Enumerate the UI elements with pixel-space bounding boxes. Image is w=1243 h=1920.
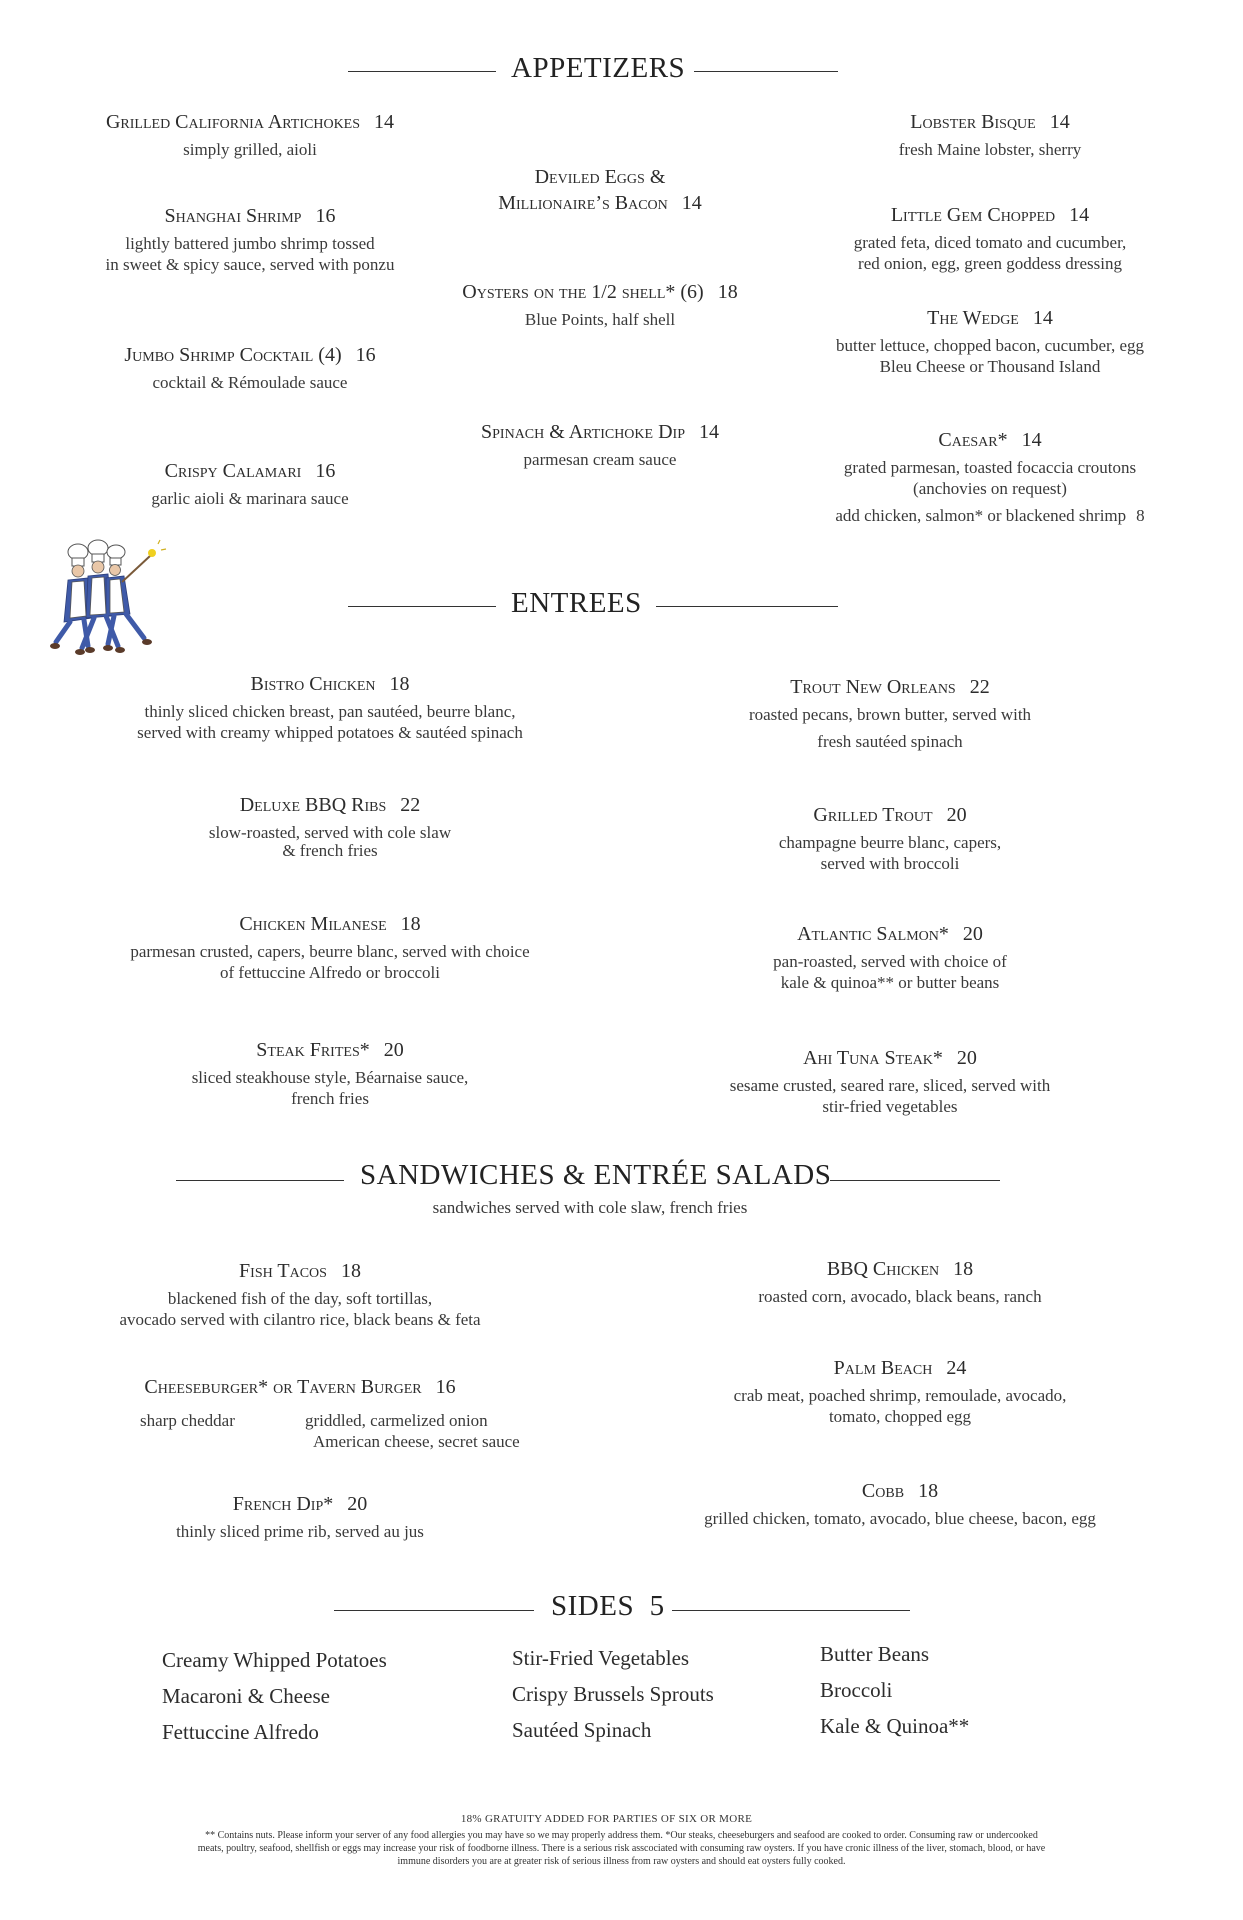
item-description: grated parmesan, toasted focaccia croutons bbox=[843, 458, 1137, 477]
item-name: Grilled California Artichokes bbox=[105, 111, 361, 133]
item-price: 22 bbox=[969, 676, 990, 698]
item-price: 14 bbox=[374, 111, 395, 133]
item-price: 14 bbox=[1049, 111, 1070, 133]
menu-item-steak-frites bbox=[80, 1037, 580, 1109]
menu-item-grilled-trout bbox=[640, 802, 1140, 874]
item-description: red onion, egg, green goddess dressing bbox=[858, 254, 1122, 273]
disclaimer bbox=[90, 1829, 1153, 1868]
item-price: 22 bbox=[400, 794, 421, 816]
item-description: sliced steakhouse style, Béarnaise sauce, bbox=[191, 1068, 469, 1087]
item-description: french fries bbox=[291, 1089, 369, 1108]
item-description: served with creamy whipped potatoes & sautéed spinach bbox=[137, 723, 523, 742]
side-item: Broccoli bbox=[820, 1678, 893, 1702]
disclaimer-line: meats, poultry, seafood, shellfish or eggs may increase your risk of foodborne illness. There is a serious risk asscociated with consuming raw oysters. If you have cronic illness of the liver, stomach, blood, or have bbox=[197, 1843, 1046, 1854]
item-description: simply grilled, aioli bbox=[183, 140, 317, 159]
item-price: 14 bbox=[1021, 429, 1042, 451]
item-name: Chicken Milanese bbox=[239, 913, 387, 935]
section-title-appetizers: APPETIZERS bbox=[511, 52, 686, 84]
item-price: 20 bbox=[962, 923, 983, 945]
item-name: Shanghai Shrimp bbox=[164, 205, 302, 227]
item-price: 14 bbox=[681, 192, 702, 214]
item-description: thinly sliced prime rib, served au jus bbox=[176, 1522, 424, 1541]
side-item: Sautéed Spinach bbox=[512, 1718, 652, 1742]
item-price: 18 bbox=[717, 281, 738, 303]
item-description: fresh Maine lobster, sherry bbox=[898, 140, 1082, 159]
item-name: BBQ Chicken bbox=[826, 1258, 940, 1280]
item-description: parmesan cream sauce bbox=[523, 450, 677, 469]
disclaimer-line: immune disorders you are at greater risk of serious illness from raw oysters and should eat oysters fully cooked. bbox=[397, 1856, 846, 1867]
section-rule-left bbox=[348, 606, 496, 607]
chefs-illustration bbox=[48, 538, 168, 666]
item-name: Oysters on the 1/2 shell* bbox=[462, 281, 676, 303]
item-description: grated feta, diced tomato and cucumber, bbox=[853, 233, 1127, 252]
menu-item-caesar bbox=[770, 427, 1210, 526]
item-description: garlic aioli & marinara sauce bbox=[151, 489, 349, 508]
item-description: roasted corn, avocado, black beans, ranch bbox=[758, 1287, 1042, 1306]
item-price: 18 bbox=[389, 673, 410, 695]
item-price: 18 bbox=[918, 1480, 939, 1502]
item-price: 14 bbox=[698, 421, 719, 443]
menu-item-shrimp-cocktail bbox=[30, 342, 470, 393]
side-item: Fettuccine Alfredo bbox=[162, 1720, 319, 1744]
side-item: Creamy Whipped Potatoes bbox=[162, 1648, 387, 1672]
sides-column-1 bbox=[162, 1642, 387, 1750]
disclaimer-line: ** Contains nuts. Please inform your server of any food allergies you may have so we may properly address them. *Our steaks, cheeseburgers and seafood are cooked to order. Consuming raw or undercooked bbox=[205, 1830, 1038, 1841]
item-description: & french fries bbox=[282, 841, 378, 860]
menu-item-palm-beach bbox=[640, 1355, 1160, 1427]
item-description: slow-roasted, served with cole slaw bbox=[208, 823, 452, 842]
menu-item-little-gem bbox=[770, 202, 1210, 274]
item-price: 18 bbox=[340, 1260, 361, 1282]
item-description: kale & quinoa** or butter beans bbox=[780, 973, 1000, 992]
item-description: Bleu Cheese or Thousand Island bbox=[879, 357, 1101, 376]
item-description: butter lettuce, chopped bacon, cucumber, egg bbox=[835, 336, 1145, 355]
side-item: Butter Beans bbox=[820, 1642, 930, 1666]
item-description: in sweet & spicy sauce, served with ponzu bbox=[105, 255, 395, 274]
menu-item-ahi-tuna bbox=[640, 1045, 1140, 1117]
item-name: The Wedge bbox=[927, 307, 1019, 329]
item-name: Trout New Orleans bbox=[790, 676, 956, 698]
section-title-entrees: ENTREES bbox=[511, 587, 642, 619]
item-price: 20 bbox=[383, 1039, 404, 1061]
item-name: Spinach & Artichoke Dip bbox=[481, 421, 685, 443]
item-name: Cobb bbox=[861, 1480, 905, 1502]
side-item: Crispy Brussels Sprouts bbox=[512, 1682, 714, 1706]
item-description: grilled chicken, tomato, avocado, blue cheese, bacon, egg bbox=[704, 1509, 1096, 1528]
side-item: Stir-Fried Vegetables bbox=[512, 1646, 690, 1670]
section-rule-right bbox=[656, 606, 838, 607]
item-addon-price: 8 bbox=[1136, 506, 1145, 525]
section-title-sandwiches: SANDWICHES & ENTRÉE SALADS bbox=[360, 1159, 832, 1191]
section-rule-right bbox=[672, 1610, 910, 1611]
item-description: avocado served with cilantro rice, black beans & feta bbox=[119, 1310, 481, 1329]
menu-item-cobb bbox=[640, 1478, 1160, 1529]
item-name: Palm Beach bbox=[833, 1357, 933, 1379]
side-item: Macaroni & Cheese bbox=[162, 1684, 330, 1708]
section-rule-right bbox=[830, 1180, 1000, 1181]
item-name: Fish Tacos bbox=[239, 1260, 327, 1282]
item-price: 16 bbox=[435, 1376, 456, 1398]
item-description: sesame crusted, seared rare, sliced, served with bbox=[729, 1076, 1051, 1095]
item-description: lightly battered jumbo shrimp tossed bbox=[125, 234, 375, 253]
item-price: 14 bbox=[1069, 204, 1090, 226]
burger-option-right: American cheese, secret sauce bbox=[313, 1432, 520, 1451]
item-name: Jumbo Shrimp Cocktail bbox=[124, 344, 314, 366]
item-description: blackened fish of the day, soft tortillas, bbox=[167, 1289, 433, 1308]
item-name: Grilled Trout bbox=[813, 804, 933, 826]
item-price: 18 bbox=[400, 913, 421, 935]
menu-item-artichokes bbox=[30, 109, 470, 160]
item-price: 16 bbox=[315, 205, 336, 227]
gratuity-note: 18% GRATUITY ADDED FOR PARTIES OF SIX OR MORE bbox=[460, 1813, 753, 1825]
section-title-sides: SIDES 5 bbox=[551, 1590, 665, 1622]
item-description: tomato, chopped egg bbox=[828, 1407, 972, 1426]
item-description: crab meat, poached shrimp, remoulade, avocado, bbox=[733, 1386, 1067, 1405]
menu-item-chicken-milanese bbox=[80, 911, 580, 983]
menu-item-french-dip bbox=[70, 1491, 530, 1542]
item-price: 20 bbox=[946, 804, 967, 826]
item-description: fresh sautéed spinach bbox=[817, 732, 963, 751]
item-name: Lobster Bisque bbox=[910, 111, 1036, 133]
section-rule-left bbox=[176, 1180, 344, 1181]
item-addon: add chicken, salmon* or blackened shrimp bbox=[835, 506, 1127, 525]
menu-item-bistro-chicken bbox=[80, 671, 580, 743]
item-name: Deviled Eggs & bbox=[534, 166, 666, 188]
item-name: French Dip* bbox=[232, 1493, 334, 1515]
item-description: thinly sliced chicken breast, pan sautéed, beurre blanc, bbox=[144, 702, 516, 721]
menu-item-trout-new-orleans bbox=[640, 674, 1140, 752]
item-description: champagne beurre blanc, capers, bbox=[778, 833, 1002, 852]
burger-option-right: griddled, carmelized onion bbox=[305, 1411, 488, 1430]
item-price: 20 bbox=[347, 1493, 368, 1515]
item-name: Little Gem Chopped bbox=[890, 204, 1056, 226]
item-description: Blue Points, half shell bbox=[524, 310, 676, 329]
item-name: Steak Frites* bbox=[256, 1039, 370, 1061]
menu-item-atlantic-salmon bbox=[640, 921, 1140, 993]
section-rule-right bbox=[694, 71, 838, 72]
item-price: 18 bbox=[953, 1258, 974, 1280]
sides-column-3 bbox=[820, 1636, 969, 1744]
item-description: of fettuccine Alfredo or broccoli bbox=[220, 963, 440, 982]
item-price: 14 bbox=[1032, 307, 1053, 329]
menu-item-bbq-chicken bbox=[640, 1256, 1160, 1307]
item-name: Cheeseburger* or Tavern Burger bbox=[144, 1376, 422, 1398]
sides-column-2 bbox=[512, 1640, 714, 1748]
sandwiches-note-text: sandwiches served with cole slaw, french fries bbox=[432, 1198, 748, 1217]
item-name: Deluxe BBQ Ribs bbox=[239, 794, 387, 816]
item-description: pan-roasted, served with choice of bbox=[773, 952, 1007, 971]
item-quantity: (6) bbox=[680, 281, 704, 303]
item-name: Crispy Calamari bbox=[164, 460, 302, 482]
section-note bbox=[330, 1193, 850, 1218]
item-name: Caesar* bbox=[938, 429, 1008, 451]
menu-item-deviled-eggs bbox=[390, 164, 810, 216]
side-item: Kale & Quinoa** bbox=[820, 1714, 970, 1738]
menu-item-wedge bbox=[770, 305, 1210, 377]
item-price: 16 bbox=[355, 344, 376, 366]
item-name: Millionaire’s Bacon bbox=[498, 192, 668, 214]
section-rule-left bbox=[348, 71, 496, 72]
menu-item-burger bbox=[70, 1374, 530, 1400]
item-description: stir-fried vegetables bbox=[822, 1097, 958, 1116]
menu-item-fish-tacos bbox=[70, 1258, 530, 1330]
item-name: Ahi Tuna Steak* bbox=[803, 1047, 943, 1069]
item-price: 24 bbox=[946, 1357, 967, 1379]
section-rule-left bbox=[334, 1610, 534, 1611]
item-description: parmesan crusted, capers, beurre blanc, served with choice bbox=[130, 942, 530, 961]
item-name: Atlantic Salmon* bbox=[797, 923, 949, 945]
item-name: Bistro Chicken bbox=[250, 673, 376, 695]
menu-item-lobster-bisque bbox=[770, 109, 1210, 160]
item-price: 16 bbox=[315, 460, 336, 482]
menu-item-oysters bbox=[390, 279, 810, 330]
item-description: roasted pecans, brown butter, served with bbox=[748, 705, 1032, 724]
burger-option-left: sharp cheddar bbox=[140, 1411, 235, 1430]
item-quantity: (4) bbox=[318, 344, 342, 366]
item-description: (anchovies on request) bbox=[913, 479, 1067, 498]
menu-item-spinach-dip bbox=[390, 419, 810, 470]
item-description: cocktail & Rémoulade sauce bbox=[152, 373, 348, 392]
item-price: 20 bbox=[956, 1047, 977, 1069]
item-description: served with broccoli bbox=[820, 854, 960, 873]
menu-item-bbq-ribs bbox=[80, 792, 580, 861]
